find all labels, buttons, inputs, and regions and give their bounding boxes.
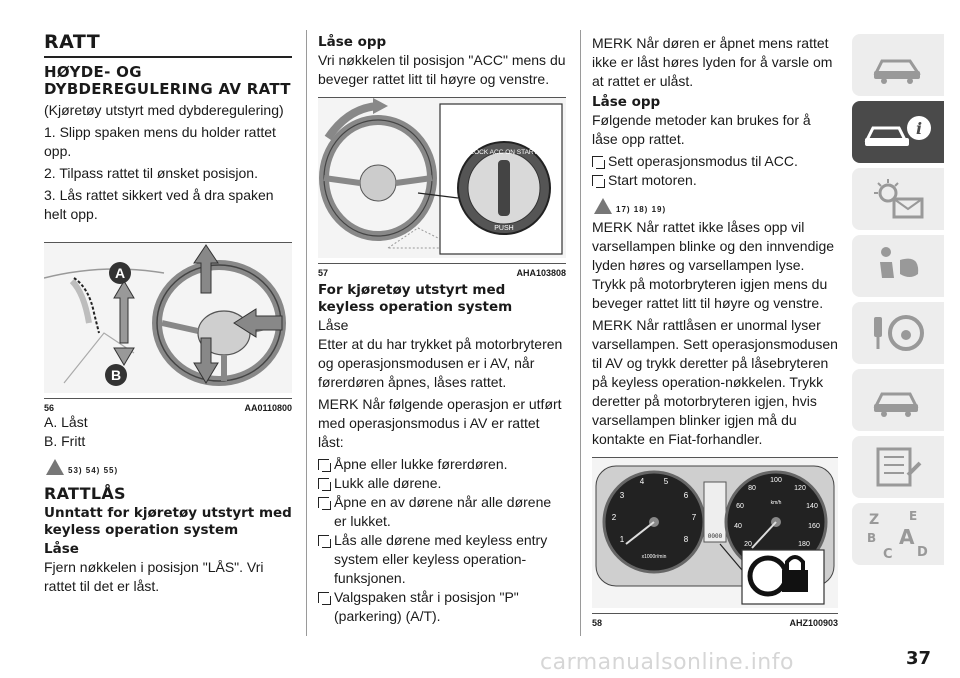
warning-reference <box>46 453 292 475</box>
car-warning-icon <box>870 45 926 85</box>
legend-b: B. Fritt <box>44 433 86 449</box>
ignition-positions: LOCK ACC ON START <box>470 149 538 156</box>
car-service-icon <box>870 380 926 420</box>
figure-code: AA0110800 <box>244 403 292 413</box>
speed-unit: km/h <box>770 500 782 506</box>
bullet-item: Åpne eller lukke førerdøren. <box>318 455 566 474</box>
speed-tick: 140 <box>806 503 818 510</box>
bullet-item: Lukk alle dørene. <box>318 474 566 493</box>
tab-technical-data[interactable] <box>852 436 944 498</box>
tacho-unit: x1000r/min <box>641 554 667 560</box>
figure-57-caption <box>318 268 566 278</box>
warning-triangle-icon <box>594 198 612 214</box>
tab-starting-driving[interactable] <box>852 302 944 364</box>
keyless-note: MERK Når følgende operasjon er utført med operasjonsmodus i AV er rattet låst: <box>318 396 562 450</box>
column-3 <box>592 30 838 628</box>
bullet-icon <box>318 592 329 603</box>
step-1: 1. Slipp spaken mens du holder rattet opp. <box>44 124 276 159</box>
bullet-icon <box>318 459 329 470</box>
rpm-tick: 6 <box>683 491 689 500</box>
speed-tick: 40 <box>734 523 742 530</box>
steering-adjust-illustration <box>44 243 292 393</box>
warning-ref-numbers: 53) 54) 55) <box>68 466 119 475</box>
bullet-item: Sett operasjonsmodus til ACC. <box>592 152 838 171</box>
tab-warnings[interactable] <box>852 34 944 96</box>
figure-number: 57 <box>318 268 329 278</box>
chapter-tab-bar <box>852 34 944 570</box>
figure-58-caption <box>592 618 838 628</box>
column-divider-1 <box>306 30 307 636</box>
index-letter: B <box>867 531 877 545</box>
index-letters-icon <box>863 506 933 562</box>
bullet-item: Start motoren. <box>592 171 838 190</box>
unlock-failure-note: MERK Når rattet ikke låses opp vil varsellampen blinke og den innvendige lyden høres og varsellampen lyse. Trykk på motorbryteren igjen mens du beveger rattet litt til høyre og venstre. <box>592 219 835 311</box>
watermark: carmanualsonline.info <box>540 650 794 675</box>
intro-text: (Kjøretøy utstyrt med dybderegulering) <box>44 102 284 118</box>
figure-56 <box>44 242 292 399</box>
legend-a: A. Låst <box>44 414 88 430</box>
bullet-icon <box>592 156 603 167</box>
speed-tick: 60 <box>736 503 744 510</box>
tab-maintenance[interactable] <box>852 369 944 431</box>
bullet-icon <box>318 497 329 508</box>
figure-label-a: A <box>114 265 126 281</box>
column-1 <box>44 30 292 599</box>
index-letter: D <box>917 545 928 560</box>
steering-key-icon <box>870 311 926 355</box>
figure-code: AHA103808 <box>516 268 566 278</box>
car-info-icon <box>863 110 933 154</box>
keyless-lock-label: Låse <box>318 317 349 333</box>
rpm-tick: 4 <box>639 477 645 486</box>
figure-number: 58 <box>592 618 603 628</box>
index-letter: C <box>883 547 893 562</box>
subheading-height-depth: HØYDE- OG DYBDEREGULERING AV RATT <box>44 63 291 98</box>
speed-tick: 20 <box>744 541 752 548</box>
bullet-icon <box>592 175 603 186</box>
figure-57 <box>318 97 566 264</box>
subheading-keyless: For kjøretøy utstyrt med keyless operation system <box>318 282 513 315</box>
odometer: 0000 <box>707 533 723 540</box>
speed-tick: 180 <box>798 541 810 548</box>
tab-dashboard-lights[interactable] <box>852 168 944 230</box>
step-3: 3. Lås rattet sikkert ved å dra spaken helt opp. <box>44 187 274 222</box>
unlock-sound-note: MERK Når døren er åpnet mens rattet ikke er låst høres lyden for å varsle om at rattet er ulåst. <box>592 35 833 89</box>
speed-tick: 160 <box>808 523 820 530</box>
subheading-unlock-2: Låse opp <box>592 94 661 110</box>
column-divider-2 <box>580 30 581 636</box>
warning-ref-numbers: 17) 18) 19) <box>616 205 667 214</box>
subheading-keyless-exception: Unntatt for kjøretøy utstyrt med keyless operation system <box>44 505 292 538</box>
figure-code: AHZ100903 <box>789 618 838 628</box>
heading-rule <box>44 56 292 58</box>
bullet-icon <box>318 478 329 489</box>
instrument-cluster-illustration <box>592 458 838 608</box>
rpm-tick: 1 <box>619 535 625 544</box>
dashboard-lights-icon <box>870 177 926 221</box>
page-number: 37 <box>906 648 932 669</box>
bullet-item: Valgspaken står i posisjon "P" (parkering) (A/T). <box>318 588 566 626</box>
rpm-tick: 3 <box>619 491 625 500</box>
bullet-item: Åpne en av dørene når alle dørene er lukket. <box>318 493 566 531</box>
speed-tick: 80 <box>748 485 756 492</box>
tab-index[interactable] <box>852 503 944 565</box>
rpm-tick: 7 <box>691 513 697 522</box>
airbag-icon <box>870 244 926 288</box>
subheading-unlock: Låse opp <box>318 34 387 50</box>
figure-label-b: B <box>110 367 122 383</box>
figure-number: 56 <box>44 403 55 413</box>
bullet-icon <box>318 535 329 546</box>
section-heading-ratt: RATT <box>44 31 101 53</box>
subheading-lock: Låse <box>44 541 79 557</box>
lock-instructions: Fjern nøkkelen i posisjon "LÅS". Vri rattet til det er låst. <box>44 559 264 594</box>
checklist-icon <box>870 445 926 489</box>
rpm-tick: 2 <box>611 513 617 522</box>
unlock-instructions: Vri nøkkelen til posisjon "ACC" mens du beveger rattet litt til høyre og venstre. <box>318 52 566 87</box>
keyless-lock-description: Etter at du har trykket på motorbryteren og operasjonsmodusen er i AV, når førerdøren åpnes, låses rattet. <box>318 336 563 390</box>
column-2 <box>318 30 566 626</box>
tab-safety[interactable] <box>852 235 944 297</box>
ignition-key-illustration <box>318 98 566 258</box>
unlock-methods: Følgende metoder kan brukes for å låse opp rattet. <box>592 112 811 147</box>
warning-triangle-icon <box>46 459 64 475</box>
index-letter: E <box>909 509 918 523</box>
figure-58 <box>592 457 838 614</box>
index-letter: Z <box>869 512 880 528</box>
rpm-tick: 8 <box>683 535 689 544</box>
step-2: 2. Tilpass rattet til ønsket posisjon. <box>44 165 258 181</box>
tab-car-info[interactable] <box>852 101 944 163</box>
rpm-tick: 5 <box>663 477 669 486</box>
index-letter: A <box>899 525 915 549</box>
speed-tick: 100 <box>770 477 782 484</box>
push-label: PUSH <box>494 225 514 232</box>
section-heading-rattlas: RATTLÅS <box>44 484 126 503</box>
bullet-item: Lås alle dørene med keyless entry system eller keyless operation-funksjonen. <box>318 531 566 588</box>
speed-tick: 120 <box>794 485 806 492</box>
warning-reference <box>594 192 838 214</box>
figure-56-caption <box>44 403 292 413</box>
abnormal-lock-note: MERK Når rattlåsen er unormal lyser varsellampen. Sett operasjonsmodusen til AV og trykk deretter på låsebryteren på keyless operation-nøkkelen. Trykk deretter på motorbryteren igjen, hvis varsellampen blinker igjen må du kontakte en Fiat-forhandler. <box>592 317 838 447</box>
svg-text:i: i <box>915 119 923 138</box>
